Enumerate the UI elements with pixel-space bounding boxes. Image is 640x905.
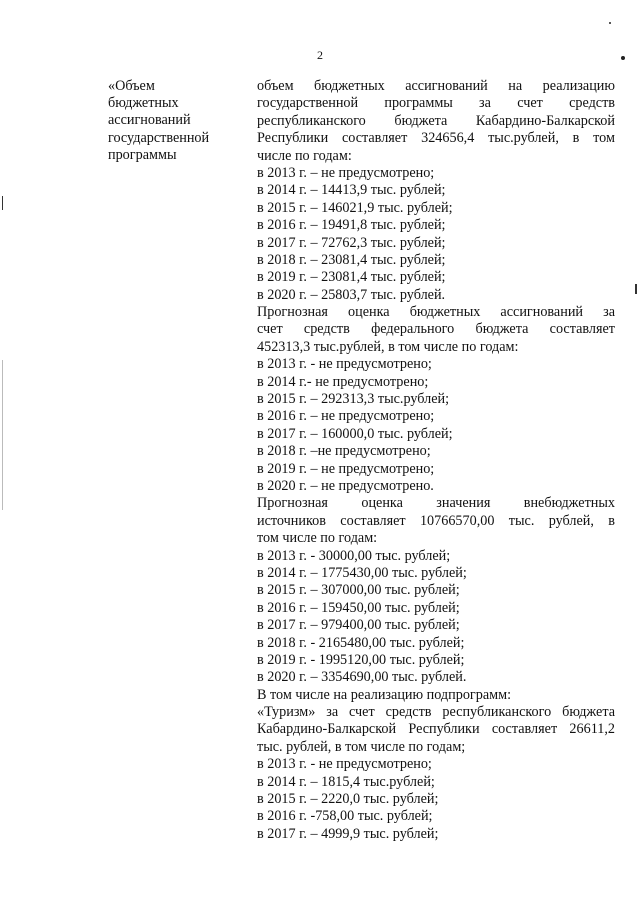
label-line: государственной <box>108 129 210 146</box>
content-line: в 2013 г. - не предусмотрено; <box>257 756 432 773</box>
content-line: государственной программы за счет средств <box>257 95 615 112</box>
content-line: том числе по годам: <box>257 530 378 547</box>
scan-speck <box>609 22 611 24</box>
label-line: «Объем <box>108 78 155 94</box>
page-number: 2 <box>317 48 323 62</box>
content-line: числе по годам: <box>257 147 352 164</box>
content-line: Кабардино-Балкарской Республики составляет 26611,2 <box>257 721 615 738</box>
content-line: в 2019 г. - 1995120,00 тыс. рублей; <box>257 651 465 668</box>
content-line: в 2015 г. – 307000,00 тыс. рублей; <box>257 582 460 599</box>
content-line: в 2019 г. – не предусмотрено; <box>257 460 435 477</box>
content-line: в 2015 г. – 146021,9 тыс. рублей; <box>257 199 453 216</box>
content-line: в 2014 г. – 1815,4 тыс.рублей; <box>257 773 435 790</box>
content-line: Прогнозная оценка бюджетных ассигнований за <box>257 304 615 321</box>
content-line: в 2020 г. – 3354690,00 тыс. рублей. <box>257 669 467 686</box>
content-line: в 2016 г. – 19491,8 тыс. рублей; <box>257 217 446 234</box>
content-line: в 2019 г. – 23081,4 тыс. рублей; <box>257 269 446 286</box>
content-line: счет средств федерального бюджета составляет <box>257 321 615 338</box>
scan-edge-mark-left <box>2 360 3 510</box>
content-line: в 2020 г. – не предусмотрено. <box>257 477 434 494</box>
content-line: в 2013 г. - 30000,00 тыс. рублей; <box>257 547 451 564</box>
label-line: ассигнований <box>108 112 191 129</box>
content-line: в 2017 г. – 979400,00 тыс. рублей; <box>257 617 460 634</box>
content-line: «Туризм» за счет средств республиканского бюджета <box>257 704 615 721</box>
content-line: объем бюджетных ассигнований на реализацию <box>257 78 615 94</box>
label-line: бюджетных <box>108 95 179 112</box>
content-line: в 2016 г. -758,00 тыс. рублей; <box>257 808 433 825</box>
content-line: в 2015 г. – 292313,3 тыс.рублей; <box>257 391 450 408</box>
content-line: в 2013 г. – не предусмотрено; <box>257 164 435 181</box>
content-line: 452313,3 тыс.рублей, в том числе по годам: <box>257 338 519 355</box>
content-line: В том числе на реализацию подпрограмм: <box>257 686 512 703</box>
content-line: в 2018 г. –не предусмотрено; <box>257 443 431 460</box>
content-line: в 2014 г. – 1775430,00 тыс. рублей; <box>257 564 467 581</box>
scan-edge-mark-left <box>2 196 3 210</box>
content-line: в 2016 г. – 159450,00 тыс. рублей; <box>257 599 460 616</box>
content-line: Прогнозная оценка значения внебюджетных <box>257 495 615 512</box>
scan-dot <box>621 56 625 60</box>
content-line: источников составляет 10766570,00 тыс. рублей, в <box>257 512 615 529</box>
content-line: тыс. рублей, в том числе по годам; <box>257 738 466 755</box>
content-line: в 2020 г. – 25803,7 тыс. рублей. <box>257 286 446 303</box>
content-line: Республики составляет 324656,4 тыс.рублей, в том <box>257 130 615 147</box>
section-label <box>108 78 238 164</box>
label-line: программы <box>108 146 177 163</box>
content-line: в 2017 г. – 160000,0 тыс. рублей; <box>257 425 453 442</box>
content-line: в 2016 г. – не предусмотрено; <box>257 408 435 425</box>
content-line: в 2013 г. - не предусмотрено; <box>257 356 432 373</box>
content-line: в 2015 г. – 2220,0 тыс. рублей; <box>257 791 439 808</box>
content-line: республиканского бюджета Кабардино-Балкарской <box>257 112 615 129</box>
content-line: в 2018 г. – 23081,4 тыс. рублей; <box>257 251 446 268</box>
content-line: в 2017 г. – 4999,9 тыс. рублей; <box>257 825 439 842</box>
section-content <box>257 78 615 843</box>
content-line: в 2014 г.- не предусмотрено; <box>257 373 429 390</box>
content-line: в 2017 г. – 72762,3 тыс. рублей; <box>257 234 446 251</box>
content-line: в 2018 г. - 2165480,00 тыс. рублей; <box>257 634 465 651</box>
content-line: в 2014 г. – 14413,9 тыс. рублей; <box>257 182 446 199</box>
scan-edge-mark <box>635 284 637 294</box>
